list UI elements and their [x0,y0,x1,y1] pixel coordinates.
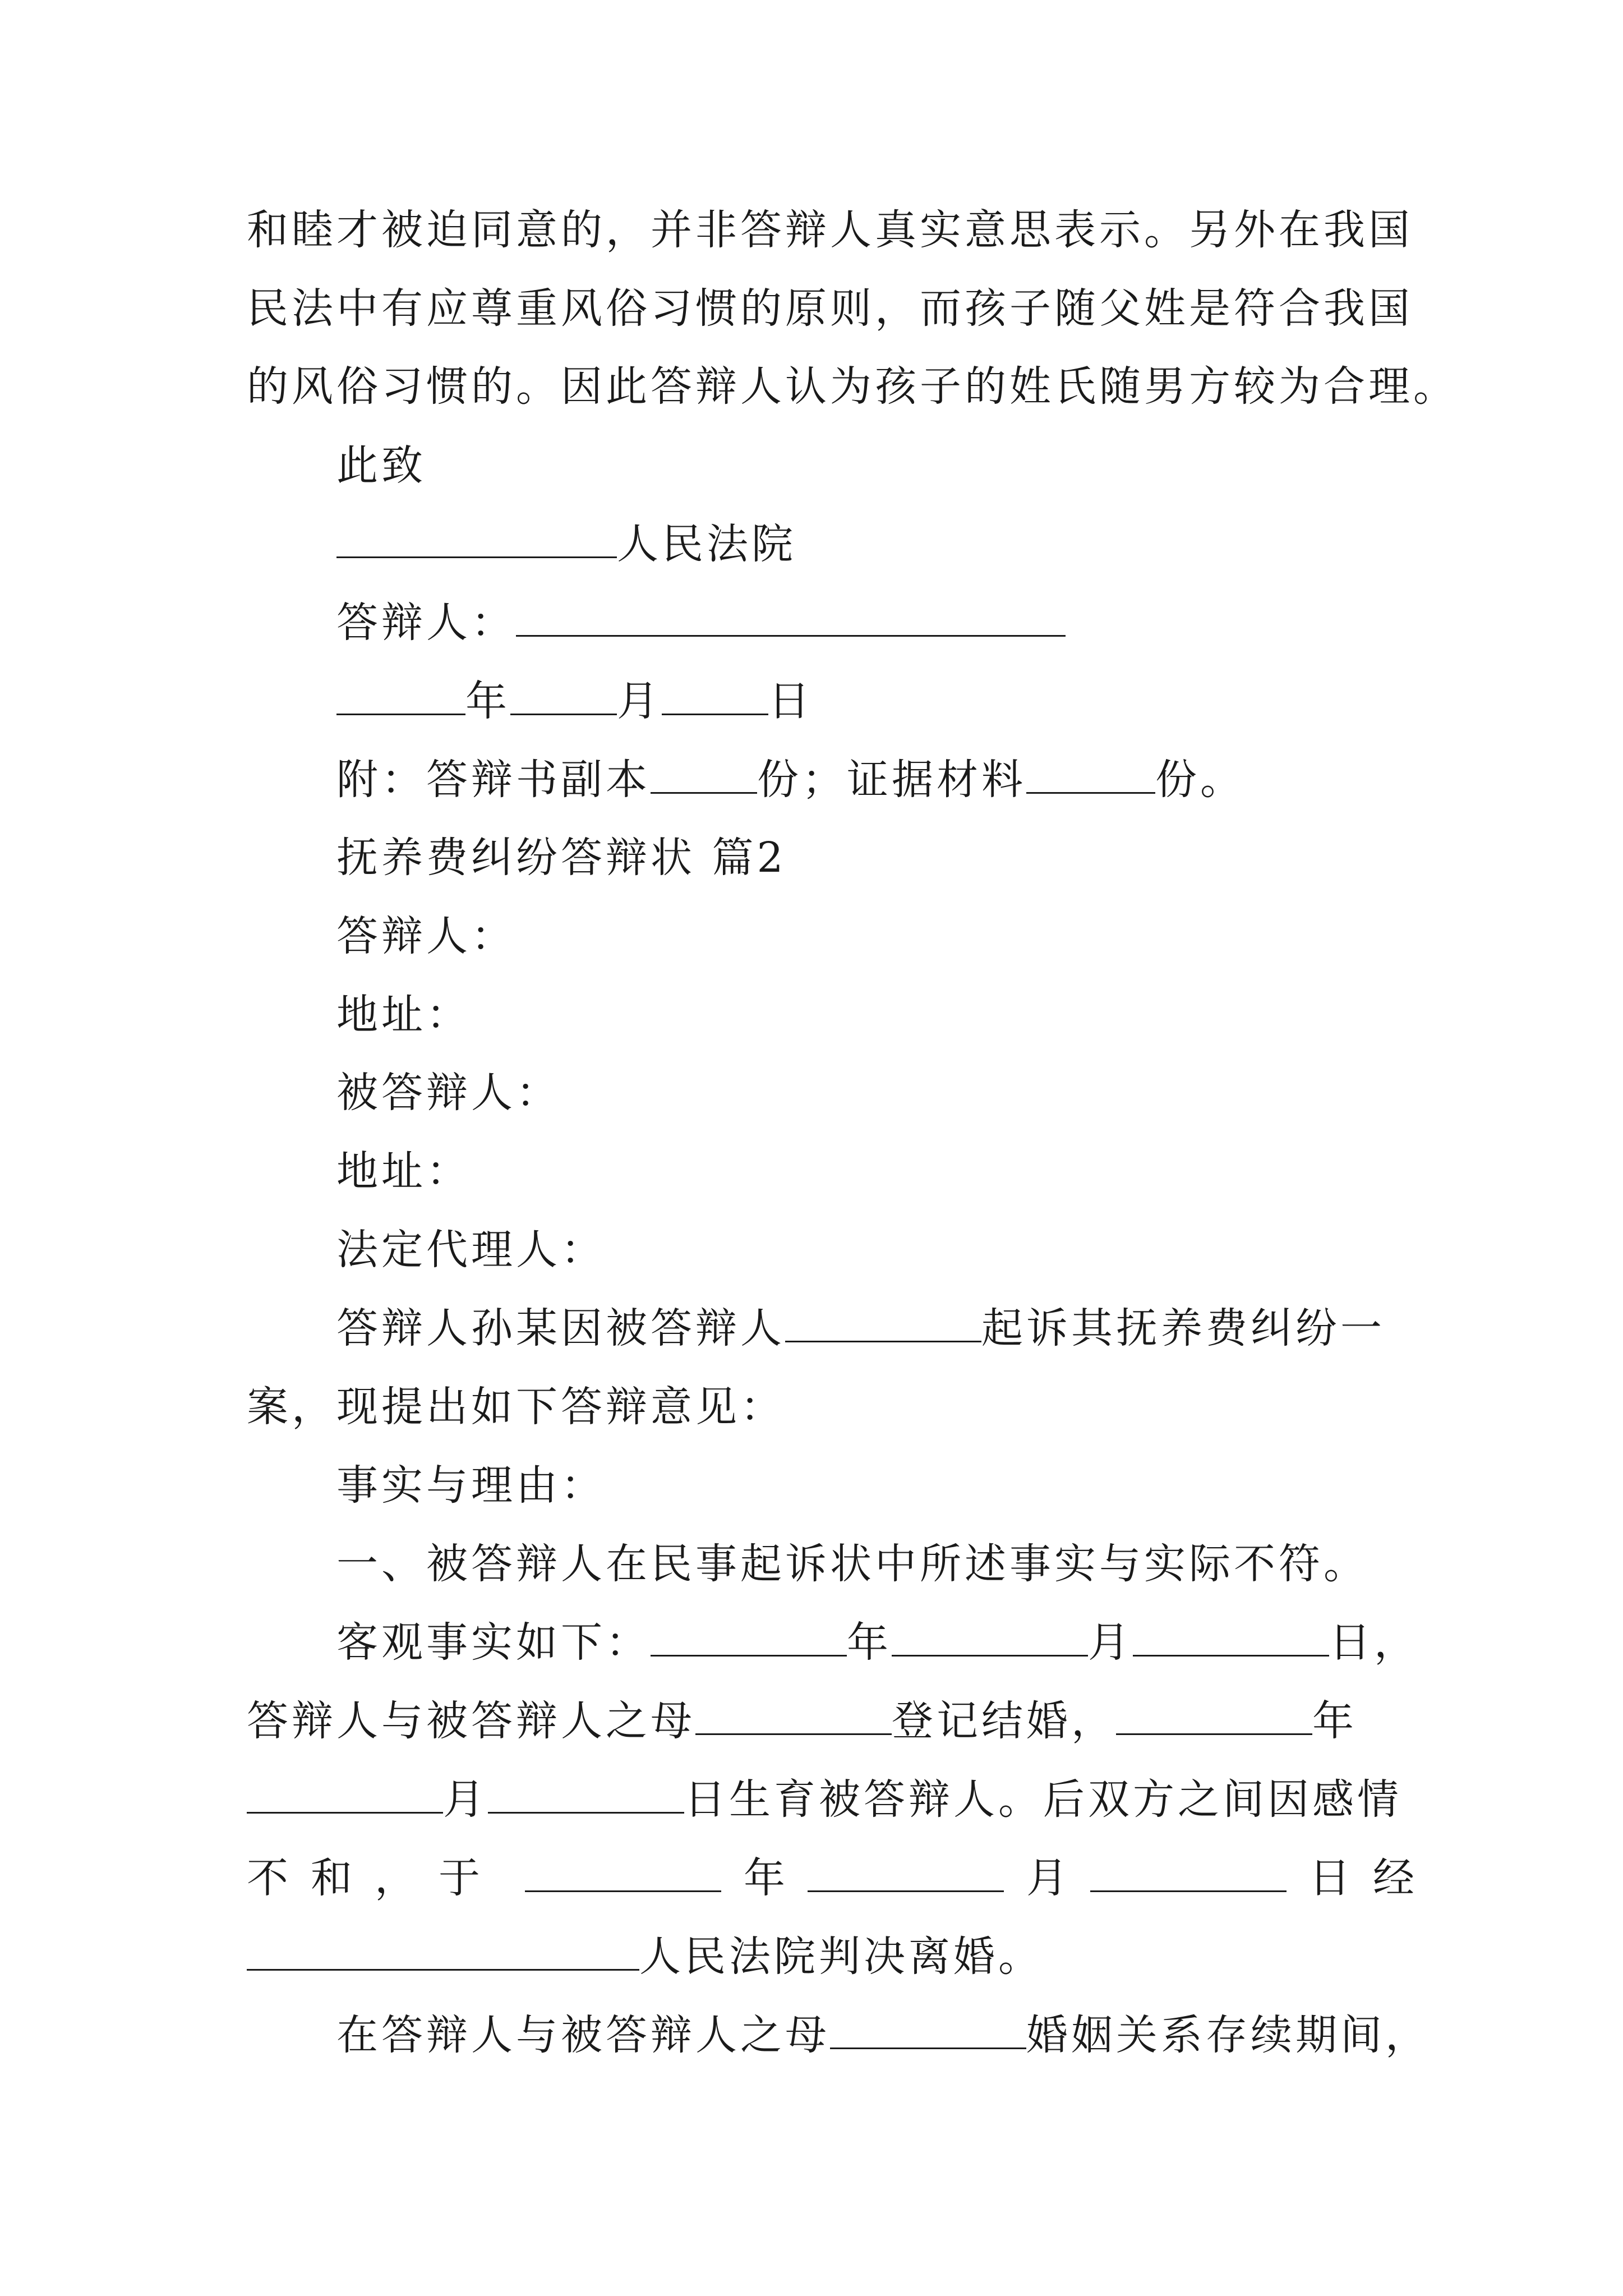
attachment-prefix: 附：答辩书副本 [336,756,651,804]
attachment-line [336,749,1376,811]
year-blank [1116,1701,1312,1735]
plaintiff-name-blank [785,1308,981,1342]
field-address: 地址： [336,1147,471,1195]
month-label: 月 [1088,1618,1133,1667]
evidence-blank [1026,760,1155,794]
day-blank [1090,1858,1287,1892]
field-legal-representative: 法定代理人： [336,1226,606,1274]
copies-blank [651,760,757,794]
month-blank [510,681,617,715]
year-label: 年 [744,1854,785,1902]
court-name-blank [336,524,617,558]
facts-text: 登记结婚， [892,1697,1116,1745]
paragraph-line: 和睦才被迫同意的，并非答辩人真实意思表示。另外在我国 [247,206,1413,254]
respondent-signature-line [336,592,1376,654]
respondent-label: 答辩人： [336,599,516,647]
intro-text: 答辩人孙某因被答辩人 [336,1304,785,1352]
field-respondent: 答辩人： [336,912,516,960]
facts-heading: 事实与理由： [336,1461,606,1510]
mother-name-blank [695,1701,892,1735]
point-one: 一、被答辩人在民事起诉状中所述事实与实际不符。 [336,1540,1368,1588]
day-label: 日， [1329,1618,1419,1667]
section-heading: 抚养费纠纷答辩状 篇2 [336,834,787,882]
intro-line [336,1297,1385,1359]
date-line [336,670,1376,732]
day-blank [488,1779,684,1814]
attachment-end: 份。 [1155,756,1245,804]
facts-line [247,1926,1376,1987]
facts-text: 人民法院判决离婚。 [639,1932,1043,1981]
year-blank [336,681,465,715]
day-label: 日 [768,677,813,725]
year-label: 年 [465,677,510,725]
month-label: 月 [1026,1854,1068,1902]
facts-text: 在答辩人与被答辩人之母 [336,2011,830,2059]
respondent-signature-blank [516,602,1066,637]
facts-text: 日经 [1309,1854,1437,1902]
month-blank [247,1779,443,1814]
facts-line [336,1612,1419,1673]
year-blank [525,1858,721,1892]
facts-line [336,2004,1430,2066]
facts-line [247,1690,1376,1752]
month-label: 月 [443,1775,488,1824]
salutation: 此致 [336,441,426,490]
intro-text: 起诉其抚养费纠纷一 [981,1304,1385,1352]
facts-lead: 客观事实如下： [336,1618,651,1667]
attachment-mid: 份；证据材料 [757,756,1026,804]
intro-line: 案，现提出如下答辩意见： [247,1383,785,1431]
facts-text: 不和，于 [247,1854,502,1902]
day-blank [1133,1622,1329,1657]
facts-text: 婚姻关系存续期间， [1026,2011,1430,2059]
facts-line [247,1847,1437,1909]
facts-text: 日生育被答辩人。后双方之间因感情 [684,1775,1402,1824]
court-name-blank [247,1936,639,1971]
court-suffix: 人民法院 [617,520,796,568]
month-blank [808,1858,1004,1892]
field-address: 地址： [336,991,471,1039]
court-line [336,513,1376,575]
year-label: 年 [847,1618,892,1667]
day-blank [662,681,768,715]
facts-text: 答辩人与被答辩人之母 [247,1697,695,1745]
facts-line [247,1769,1402,1830]
field-plaintiff: 被答辩人： [336,1069,561,1117]
month-label: 月 [617,677,662,725]
month-blank [892,1622,1088,1657]
year-label: 年 [1312,1697,1357,1745]
paragraph-line: 的风俗习惯的。因此答辩人认为孩子的姓氏随男方较为合理。 [247,362,1458,411]
year-blank [651,1622,847,1657]
paragraph-line: 民法中有应尊重风俗习惯的原则，而孩子随父姓是符合我国 [247,284,1413,333]
mother-name-blank [830,2015,1026,2049]
